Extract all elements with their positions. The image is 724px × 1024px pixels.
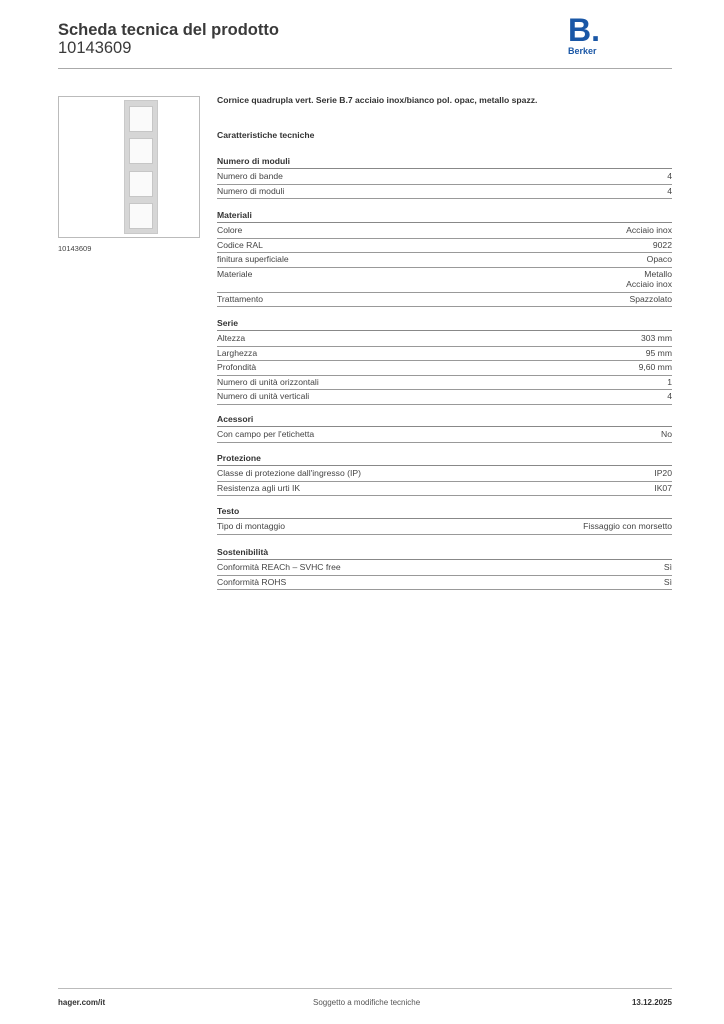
spec-value: Spazzolato: [629, 293, 672, 304]
product-code-heading: 10143609: [58, 39, 132, 57]
spec-label: Conformità REACh – SVHC free: [217, 562, 341, 572]
frame-cell: [129, 171, 153, 197]
frame-cell: [129, 138, 153, 164]
berker-logo: [566, 12, 606, 57]
spec-value: IK07: [654, 482, 672, 493]
spec-row: [217, 185, 672, 200]
spec-row: [217, 376, 672, 391]
spec-label: Numero di unità orizzontali: [217, 376, 319, 387]
section-heading: Protezione: [217, 453, 261, 463]
spec-label: Colore: [217, 225, 243, 235]
section-heading: Testo: [217, 506, 240, 516]
spec-label: Materiale: [217, 268, 253, 279]
spec-label: Trattamento: [217, 293, 264, 304]
section-heading: Sostenibilità: [217, 547, 269, 557]
footer-website: hager.com/it: [58, 998, 106, 1007]
section-heading: Acessori: [217, 414, 254, 424]
spec-label: Conformità ROHS: [217, 576, 287, 587]
header-divider: [58, 68, 672, 69]
page-title: Scheda tecnica del prodotto: [58, 21, 279, 39]
section-divider: [217, 222, 672, 223]
spec-value: Opaco: [646, 254, 672, 265]
spec-value: Metallo: [644, 268, 672, 279]
spec-row: [217, 520, 672, 535]
spec-row: [217, 467, 672, 482]
spec-row: [217, 253, 672, 268]
spec-row: [217, 239, 672, 254]
spec-label: Numero di bande: [217, 171, 283, 181]
spec-value: IP20: [654, 468, 672, 478]
spec-value: 4: [667, 185, 672, 196]
footer-note: Soggetto a modifiche tecniche: [313, 998, 421, 1007]
frame-cell: [129, 203, 153, 229]
frame-illustration: [124, 100, 158, 234]
spec-value: 1: [667, 376, 672, 387]
spec-content: [217, 95, 672, 587]
spec-label: Tipo di montaggio: [217, 521, 285, 531]
spec-label: Numero di unità verticali: [217, 391, 310, 402]
product-image-caption: 10143609: [58, 244, 92, 253]
spec-value: 95 mm: [645, 347, 672, 358]
spec-value: Sì: [663, 562, 672, 572]
spec-label: Con campo per l'etichetta: [217, 429, 315, 439]
section-divider: [217, 465, 672, 466]
spec-row: [217, 390, 672, 405]
spec-row: [217, 576, 672, 591]
spec-row: [217, 268, 672, 293]
spec-row: [217, 347, 672, 362]
spec-row: [217, 561, 672, 576]
section-divider: [217, 559, 672, 560]
section-divider: [217, 518, 672, 519]
section-divider: [217, 168, 672, 169]
spec-row: [217, 482, 672, 497]
spec-value: Fissaggio con morsetto: [583, 521, 672, 531]
product-description: Cornice quadrupla vert. Serie B.7 acciaio inox/bianco pol. opac, metallo spazz.: [217, 95, 538, 105]
spec-row: [217, 332, 672, 347]
spec-row: [217, 170, 672, 185]
spec-label: Profondità: [217, 362, 257, 373]
section-heading: Materiali: [217, 210, 252, 220]
spec-label: finitura superficiale: [217, 254, 289, 265]
spec-row: [217, 224, 672, 239]
spec-value-secondary: Acciaio inox: [626, 278, 672, 289]
frame-cell: [129, 106, 153, 132]
footer-divider: [58, 988, 672, 989]
spec-row: [217, 361, 672, 376]
section-divider: [217, 426, 672, 427]
product-image: [58, 96, 200, 238]
section-heading: Serie: [217, 318, 239, 328]
spec-label: Classe di protezione dall'ingresso (IP): [217, 468, 361, 478]
spec-label: Numero di moduli: [217, 185, 285, 196]
spec-value: No: [661, 429, 672, 439]
spec-value: Sì: [663, 576, 672, 587]
spec-value: 303 mm: [640, 333, 672, 343]
section-heading: Numero di moduli: [217, 156, 291, 166]
spec-row: [217, 293, 672, 308]
footer-date: 13.12.2025: [631, 998, 672, 1007]
spec-label: Altezza: [217, 333, 246, 343]
spec-value: 9,60 mm: [638, 362, 672, 373]
spec-label: Codice RAL: [217, 239, 263, 250]
spec-row: [217, 428, 672, 443]
spec-label: Larghezza: [217, 347, 258, 358]
spec-value: 4: [667, 171, 672, 181]
spec-value: 9022: [652, 239, 672, 250]
characteristics-heading: Caratteristiche tecniche: [217, 130, 315, 140]
spec-value: 4: [667, 391, 672, 402]
spec-value: Acciaio inox: [626, 225, 672, 235]
logo-text: Berker: [568, 46, 597, 56]
section-divider: [217, 330, 672, 331]
spec-label: Resistenza agli urti IK: [217, 482, 301, 493]
logo-mark: B.: [568, 12, 600, 48]
